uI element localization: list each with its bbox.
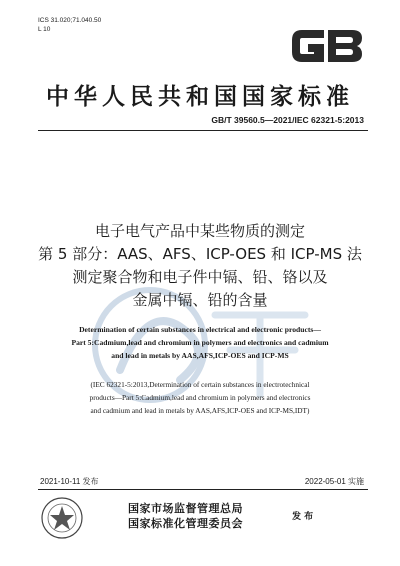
issue-label: 发 布 — [292, 512, 314, 522]
chinese-title-line: 电子电气产品中某些物质的测定 — [94, 222, 305, 240]
issuer-name: 国家市场监督管理总局 — [128, 502, 243, 515]
issuer-seal-icon — [40, 496, 84, 540]
english-title-line: Determination of certain substances in electrical and electronic products— — [79, 325, 321, 334]
implementation-date: 2022-05-01 实施 — [304, 477, 364, 486]
ics-code: ICS 31.020;71.040.50 — [38, 17, 102, 24]
chinese-title-line: 第 5 部分：AAS、AFS、ICP-OES 和 ICP-MS 法 — [38, 245, 362, 263]
idt-line: and cadmium and lead in metals by AAS,AFS,ICP-OES and ICP-MS,IDT) — [90, 406, 310, 415]
bottom-divider — [38, 489, 368, 490]
classification-codes — [38, 16, 101, 34]
gb-logo — [286, 22, 368, 70]
identical-standard-note — [0, 378, 400, 417]
english-title — [0, 323, 400, 362]
chinese-title-line: 金属中镉、铅的含量 — [132, 291, 268, 309]
idt-line: (IEC 62321-5:2013,Determination of certain substances in electrotechnical — [90, 380, 310, 389]
issuing-authorities — [128, 501, 243, 531]
english-title-line: Part 5:Cadmium,lead and chromium in polymers and electronics and cadmium — [71, 338, 329, 347]
chinese-title-line: 测定聚合物和电子件中镉、铅、铬以及 — [72, 268, 328, 286]
national-standard-title: 中华人民共和国国家标准 — [46, 83, 354, 110]
issue-date: 2021-10-11 发布 — [40, 477, 99, 486]
top-divider — [38, 130, 368, 131]
chinese-title — [0, 220, 400, 312]
issuer-name: 国家标准化管理委员会 — [128, 517, 243, 530]
english-title-line: and lead in metals by AAS,AFS,ICP-OES and ICP-MS — [111, 351, 289, 360]
ccs-code: L 10 — [38, 26, 51, 33]
idt-line: products—Part 5:Cadmium,lead and chromium in polymers and electronics — [89, 393, 311, 402]
standard-number: GB/T 39560.5—2021/IEC 62321-5:2013 — [211, 115, 364, 125]
